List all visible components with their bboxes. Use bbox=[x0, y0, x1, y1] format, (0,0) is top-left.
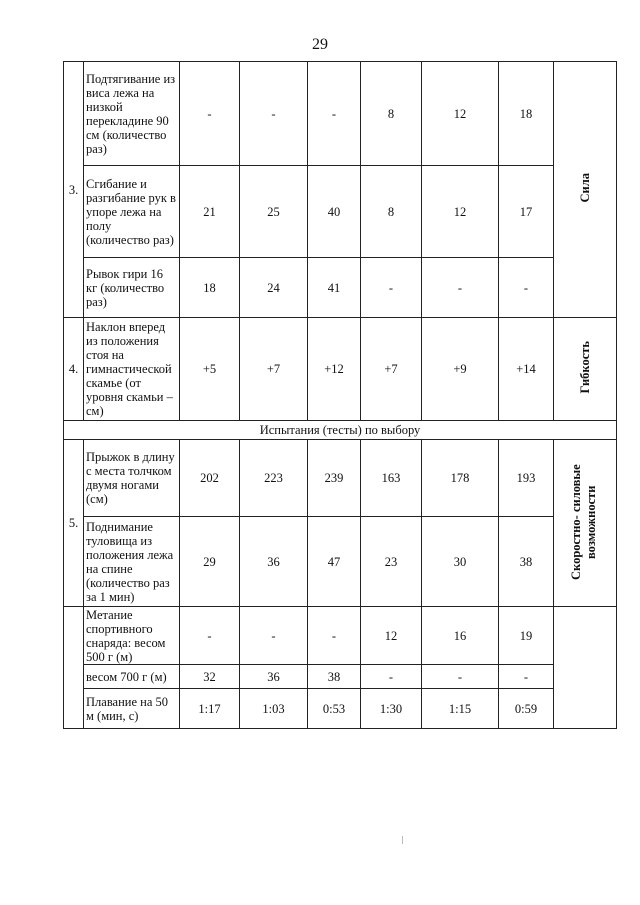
ability-speed-strength bbox=[554, 440, 617, 607]
value-cell: - bbox=[180, 62, 240, 166]
value-cell: 1:17 bbox=[180, 689, 240, 729]
value-cell: 239 bbox=[308, 440, 361, 517]
value-cell: 193 bbox=[499, 440, 554, 517]
value-cell: 178 bbox=[422, 440, 499, 517]
value-cell: 12 bbox=[422, 166, 499, 258]
value-cell: - bbox=[240, 607, 308, 665]
test-number: 5. bbox=[64, 440, 84, 607]
value-cell: - bbox=[361, 665, 422, 689]
test-name: Подтягивание из виса лежа на низкой перекладине 90 см (количество раз) bbox=[84, 62, 180, 166]
value-cell: 0:53 bbox=[308, 689, 361, 729]
value-cell: 1:15 bbox=[422, 689, 499, 729]
table-row bbox=[64, 258, 617, 318]
page-number: 29 bbox=[312, 36, 328, 53]
ability-label: Сила bbox=[577, 173, 592, 203]
value-cell: 24 bbox=[240, 258, 308, 318]
ability-strength bbox=[554, 62, 617, 318]
test-name: Прыжок в длину с места толчком двумя ногами (см) bbox=[84, 440, 180, 517]
value-cell: 202 bbox=[180, 440, 240, 517]
value-cell: 38 bbox=[308, 665, 361, 689]
ability-label: Скоростно- силовые возможности bbox=[569, 463, 598, 580]
value-cell: 38 bbox=[499, 517, 554, 607]
table-row bbox=[64, 440, 617, 517]
test-name: Рывок гири 16 кг (количество раз) bbox=[84, 258, 180, 318]
value-cell: - bbox=[240, 62, 308, 166]
test-name: Наклон вперед из положения стоя на гимнастической скамье (от уровня скамьи – см) bbox=[84, 318, 180, 421]
value-cell: 16 bbox=[422, 607, 499, 665]
value-cell: +9 bbox=[422, 318, 499, 421]
value-cell: 36 bbox=[240, 517, 308, 607]
value-cell: 8 bbox=[361, 62, 422, 166]
scan-mark bbox=[402, 836, 403, 844]
value-cell: - bbox=[422, 258, 499, 318]
ability-label: Гибкость bbox=[577, 341, 592, 394]
section-header-row bbox=[64, 421, 617, 440]
table-row bbox=[64, 166, 617, 258]
value-cell: 21 bbox=[180, 166, 240, 258]
value-cell: 12 bbox=[422, 62, 499, 166]
table-row bbox=[64, 665, 617, 689]
value-cell: 18 bbox=[180, 258, 240, 318]
value-cell: 25 bbox=[240, 166, 308, 258]
value-cell: +12 bbox=[308, 318, 361, 421]
value-cell: 163 bbox=[361, 440, 422, 517]
value-cell: 1:30 bbox=[361, 689, 422, 729]
value-cell: 41 bbox=[308, 258, 361, 318]
value-cell: - bbox=[180, 607, 240, 665]
value-cell: - bbox=[422, 665, 499, 689]
value-cell: +14 bbox=[499, 318, 554, 421]
value-cell: - bbox=[308, 62, 361, 166]
value-cell: 18 bbox=[499, 62, 554, 166]
value-cell: 19 bbox=[499, 607, 554, 665]
value-cell: +7 bbox=[361, 318, 422, 421]
ability-flexibility bbox=[554, 318, 617, 421]
test-name: Сгибание и разгибание рук в упоре лежа на полу (количество раз) bbox=[84, 166, 180, 258]
value-cell: 29 bbox=[180, 517, 240, 607]
table-row bbox=[64, 62, 617, 166]
test-name: Метание спортивного снаряда: весом 500 г (м) bbox=[84, 607, 180, 665]
test-name: весом 700 г (м) bbox=[84, 665, 180, 689]
value-cell: +7 bbox=[240, 318, 308, 421]
value-cell: - bbox=[499, 258, 554, 318]
value-cell: - bbox=[308, 607, 361, 665]
section-title: Испытания (тесты) по выбору bbox=[64, 421, 617, 440]
test-name: Плавание на 50 м (мин, с) bbox=[84, 689, 180, 729]
table-row bbox=[64, 318, 617, 421]
value-cell: 47 bbox=[308, 517, 361, 607]
value-cell: 8 bbox=[361, 166, 422, 258]
value-cell: 0:59 bbox=[499, 689, 554, 729]
value-cell: 1:03 bbox=[240, 689, 308, 729]
norms-table bbox=[63, 61, 617, 729]
test-number: 4. bbox=[64, 318, 84, 421]
value-cell: 23 bbox=[361, 517, 422, 607]
value-cell: 36 bbox=[240, 665, 308, 689]
test-number: 3. bbox=[64, 62, 84, 318]
value-cell: 32 bbox=[180, 665, 240, 689]
value-cell: 30 bbox=[422, 517, 499, 607]
test-number bbox=[64, 607, 84, 729]
ability-empty bbox=[554, 607, 617, 729]
table-row bbox=[64, 689, 617, 729]
value-cell: +5 bbox=[180, 318, 240, 421]
table-row bbox=[64, 607, 617, 665]
value-cell: 12 bbox=[361, 607, 422, 665]
value-cell: 17 bbox=[499, 166, 554, 258]
value-cell: 40 bbox=[308, 166, 361, 258]
value-cell: - bbox=[499, 665, 554, 689]
value-cell: - bbox=[361, 258, 422, 318]
test-name: Поднимание туловища из положения лежа на спине (количество раз за 1 мин) bbox=[84, 517, 180, 607]
table-row bbox=[64, 517, 617, 607]
value-cell: 223 bbox=[240, 440, 308, 517]
